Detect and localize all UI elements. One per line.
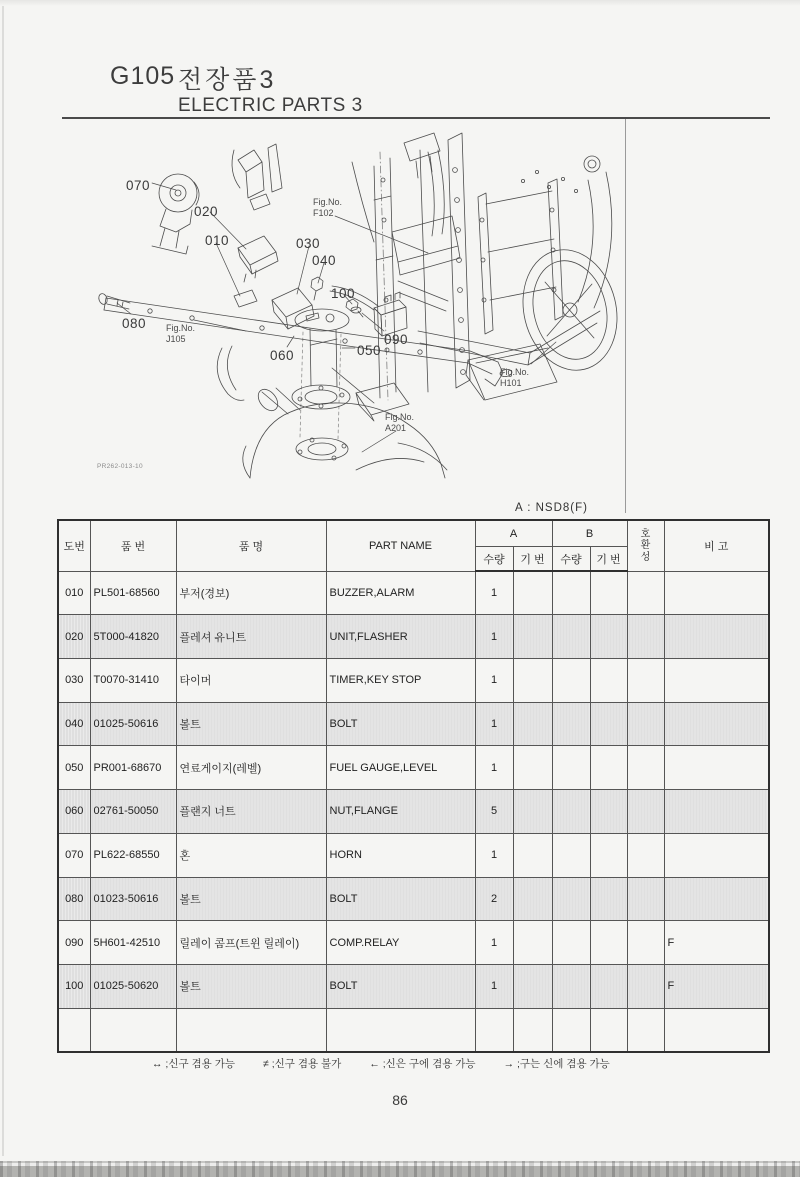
table-row <box>58 615 769 659</box>
cell-qty_b <box>552 615 590 659</box>
col-header-group-b: B <box>552 520 627 547</box>
cell-part_name: HORN <box>326 833 475 877</box>
cell-part_name: BOLT <box>326 964 475 1008</box>
part-callout-080: 080 <box>122 316 147 331</box>
part-callout-090: 090 <box>384 332 409 347</box>
cell-part_name: TIMER,KEY STOP <box>326 658 475 702</box>
legend-item: ↔ ;신구 겸용 가능 <box>152 1058 236 1070</box>
cell-name_ko: 볼트 <box>176 964 326 1008</box>
cell-ser_a <box>513 790 552 834</box>
cell-no: 030 <box>58 658 90 702</box>
cell-part_no: PR001-68670 <box>90 746 176 790</box>
page-title-korean: 전장품3 <box>178 66 277 94</box>
cell-ser_a <box>513 877 552 921</box>
cell-compat <box>627 833 664 877</box>
cell-ser_a <box>513 571 552 615</box>
cell-remark: F <box>664 964 769 1008</box>
part-callout-010: 010 <box>205 233 230 248</box>
cell-part_no: 01025-50620 <box>90 964 176 1008</box>
compatibility-legend <box>152 1056 610 1071</box>
cell-qty_a: 1 <box>475 615 513 659</box>
cell-qty_a: 2 <box>475 877 513 921</box>
cell-qty_a: 1 <box>475 746 513 790</box>
cell-compat <box>627 571 664 615</box>
cell-ser_a <box>513 964 552 1008</box>
cell-compat <box>627 615 664 659</box>
cell-part_no: 02761-50050 <box>90 790 176 834</box>
part-callout-040: 040 <box>312 253 337 268</box>
part-callout-050: 050 <box>357 343 382 358</box>
panel-illustration <box>478 179 563 334</box>
part-callout-060: 060 <box>270 348 295 363</box>
title-underline <box>62 117 770 119</box>
cell-part_name: NUT,FLANGE <box>326 790 475 834</box>
col-header-serial-a: 기 번 <box>513 547 552 572</box>
part-callout-100: 100 <box>331 286 356 301</box>
cell-remark <box>664 615 769 659</box>
cell-qty_a: 1 <box>475 921 513 965</box>
part-callout-070: 070 <box>126 178 151 193</box>
cell-qty_b <box>552 790 590 834</box>
cell-no: 020 <box>58 615 90 659</box>
parts-table <box>57 519 770 1053</box>
col-header-qty-a: 수량 <box>475 547 513 572</box>
cell-no: 070 <box>58 833 90 877</box>
drawing-code: PR262-013-10 <box>97 463 143 470</box>
cell-compat <box>627 921 664 965</box>
cell-ser_b <box>590 658 627 702</box>
cell-ser_b <box>590 790 627 834</box>
cell-ser_a <box>513 833 552 877</box>
table-row <box>58 702 769 746</box>
cell-no: 060 <box>58 790 90 834</box>
cell-part_no: 01025-50616 <box>90 702 176 746</box>
table-row <box>58 571 769 615</box>
cell-no: 100 <box>58 964 90 1008</box>
cell-qty_a: 5 <box>475 790 513 834</box>
cell-ser_a <box>513 615 552 659</box>
cell-part_no: PL622-68550 <box>90 833 176 877</box>
cell-compat <box>627 702 664 746</box>
cell-compat <box>627 746 664 790</box>
col-header-no: 도번 <box>58 520 90 571</box>
cell-name_ko: 볼트 <box>176 877 326 921</box>
cell-remark <box>664 702 769 746</box>
leader-lines <box>117 183 556 452</box>
fig-ref-A201: Fig.No. A201 <box>385 412 415 434</box>
frame-illustration <box>352 133 600 400</box>
part-callout-030: 030 <box>296 236 321 251</box>
col-header-group-a: A <box>475 520 552 547</box>
exploded-diagram <box>70 130 630 500</box>
cell-qty_b <box>552 746 590 790</box>
cell-remark <box>664 877 769 921</box>
timer-illustration <box>272 288 314 329</box>
cell-part_no: 5T000-41820 <box>90 615 176 659</box>
parts-table-body <box>58 571 769 1052</box>
cell-ser_b <box>590 964 627 1008</box>
table-row <box>58 658 769 702</box>
cell-ser_a <box>513 921 552 965</box>
cell-qty_b <box>552 571 590 615</box>
cell-part_name: BOLT <box>326 702 475 746</box>
table-row <box>58 790 769 834</box>
legend-item: ≠ ;신구 겸용 불가 <box>263 1058 342 1070</box>
fig-ref-F102: Fig.No. F102 <box>313 197 343 219</box>
cell-ser_a <box>513 746 552 790</box>
page-title-english: ELECTRIC PARTS 3 <box>178 95 363 116</box>
variant-note: A : NSD8(F) <box>515 502 588 514</box>
diagram-line-art <box>70 130 630 500</box>
col-header-remark: 비 고 <box>664 520 769 571</box>
cell-remark <box>664 658 769 702</box>
cell-qty_b <box>552 921 590 965</box>
scan-edge-left <box>2 6 4 1156</box>
cell-remark <box>664 746 769 790</box>
page-number: 86 <box>392 1092 408 1108</box>
cell-no: 090 <box>58 921 90 965</box>
cell-no: 040 <box>58 702 90 746</box>
cell-ser_b <box>590 615 627 659</box>
cell-remark: F <box>664 921 769 965</box>
scan-edge-bottom <box>0 1161 800 1177</box>
flasher-unit-illustration <box>238 236 278 282</box>
table-row <box>58 746 769 790</box>
col-header-qty-b: 수량 <box>552 547 590 572</box>
cell-compat <box>627 658 664 702</box>
cell-qty_a: 1 <box>475 571 513 615</box>
legend-item: ← ;신은 구에 겸용 가능 <box>369 1058 476 1070</box>
cell-part_no: 5H601-42510 <box>90 921 176 965</box>
cell-part_name: COMP.RELAY <box>326 921 475 965</box>
cell-no: 050 <box>58 746 90 790</box>
cell-part_name: BOLT <box>326 877 475 921</box>
cell-part_name: FUEL GAUGE,LEVEL <box>326 746 475 790</box>
cell-name_ko: 타이머 <box>176 658 326 702</box>
cell-remark <box>664 833 769 877</box>
cell-name_ko: 플레셔 유니트 <box>176 615 326 659</box>
cell-part_no: 01023-50616 <box>90 877 176 921</box>
cell-ser_a <box>513 658 552 702</box>
horn-illustration <box>152 174 199 254</box>
cell-ser_a <box>513 702 552 746</box>
cell-qty_a: 1 <box>475 702 513 746</box>
table-row <box>58 833 769 877</box>
mount-bar-illustration <box>104 290 503 400</box>
cell-qty_b <box>552 833 590 877</box>
cell-part_name: BUZZER,ALARM <box>326 571 475 615</box>
cell-part_no: T0070-31410 <box>90 658 176 702</box>
cell-qty_a: 1 <box>475 964 513 1008</box>
cell-ser_b <box>590 702 627 746</box>
cell-qty_a: 1 <box>475 833 513 877</box>
upper-bracket-illustration <box>232 144 282 210</box>
col-header-name-ko: 품 명 <box>176 520 326 571</box>
cell-name_ko: 부저(경보) <box>176 571 326 615</box>
cell-name_ko: 혼 <box>176 833 326 877</box>
table-row <box>58 921 769 965</box>
fig-ref-J105: Fig.No. J105 <box>166 323 196 345</box>
cell-compat <box>627 964 664 1008</box>
legend-item: → ;구는 신에 겸용 가능 <box>503 1058 610 1070</box>
cell-part_name: UNIT,FLASHER <box>326 615 475 659</box>
section-code: G105 <box>110 62 176 90</box>
cell-ser_b <box>590 877 627 921</box>
cell-name_ko: 연료게이지(레벨) <box>176 746 326 790</box>
col-header-part-name: PART NAME <box>326 520 475 571</box>
cell-remark <box>664 790 769 834</box>
table-empty-area <box>58 1008 769 1052</box>
cell-compat <box>627 790 664 834</box>
table-row <box>58 964 769 1008</box>
fig-ref-H101: Fig.No. H101 <box>500 367 530 389</box>
cell-ser_b <box>590 746 627 790</box>
cell-name_ko: 릴레이 콤프(트윈 릴레이) <box>176 921 326 965</box>
cell-ser_b <box>590 921 627 965</box>
col-header-serial-b: 기 번 <box>590 547 627 572</box>
col-header-part-no: 품 번 <box>90 520 176 571</box>
part-callout-020: 020 <box>194 204 219 219</box>
cell-part_no: PL501-68560 <box>90 571 176 615</box>
cell-qty_b <box>552 964 590 1008</box>
cell-name_ko: 플랜지 너트 <box>176 790 326 834</box>
cell-ser_b <box>590 833 627 877</box>
cell-qty_a: 1 <box>475 658 513 702</box>
bolt-040-illustration <box>311 277 323 300</box>
cell-remark <box>664 571 769 615</box>
fuel-tank-illustration <box>243 386 447 478</box>
cell-no: 010 <box>58 571 90 615</box>
cell-ser_b <box>590 571 627 615</box>
cell-qty_b <box>552 658 590 702</box>
col-header-compat: 호환성 <box>627 520 664 571</box>
table-row <box>58 877 769 921</box>
cell-no: 080 <box>58 877 90 921</box>
cell-name_ko: 볼트 <box>176 702 326 746</box>
cell-qty_b <box>552 702 590 746</box>
cell-qty_b <box>552 877 590 921</box>
scan-edge-top <box>0 0 800 6</box>
cell-compat <box>627 877 664 921</box>
